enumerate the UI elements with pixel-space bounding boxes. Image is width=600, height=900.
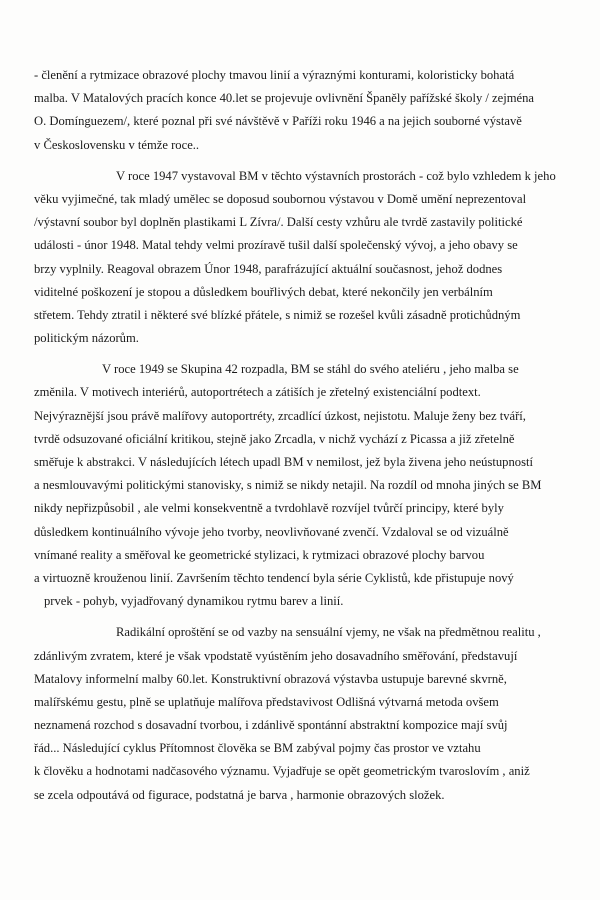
text-line: věku vyjimečné, tak mladý umělec se doposud soubornou výstavou v Domě umění neprezentoval [34,191,527,206]
paragraph [34,358,574,613]
text-line: a virtuozně krouženou linií. Završením těchto tendencí byla série Cyklistů, kde přistupuje nový [34,570,514,585]
text-line: k člověku a hodnotami nadčasového významu. Vyjadřuje se opět geometrickým tvaroslovím , aniž [34,764,530,779]
text-line: tvrdě odsuzované oficiální kritikou, stejně jako Zrcadla, v nichž vychází z Picassa a již zřetelně [34,431,515,446]
paragraph-gap [34,613,574,621]
text-line: v Československu v témže roce.. [34,137,200,152]
paragraph [34,165,574,351]
text-line: Nejvýraznější jsou právě malířovy autoportréty, zrcadlící úzkost, nejistotu. Maluje ženy bez tváří, [34,408,526,423]
text-line: Matalovy informelní malby 60.let. Konstruktivní obrazová výstavba ustupuje barevné skvrně, [34,671,507,686]
text-line: malířskému gestu, plně se uplatňuje malířova představivost Odlišná výtvarná metoda ovšem [34,694,499,709]
text-line: brzy vyplnily. Reagoval obrazem Únor 1948, parafrázující aktuální současnost, jehož dodnes [34,261,503,276]
text-line: důsledkem kontinuálního vývoje jeho tvorby, neovlivňované zvenčí. Vzdaloval se od vizuálně [34,524,509,539]
text-line: se zcela odpoutává od figurace, podstatná je barva , harmonie obrazových složek. [34,787,445,802]
paragraph-gap [34,350,574,358]
text-line: V roce 1947 vystavoval BM v těchto výstavních prostorách - což bylo vzhledem k jeho [116,168,556,183]
text-line: zdánlivým zvratem, které je však vpodstatě vyústěním jeho dosavadního směřování, představují [34,648,518,663]
text-line: politickým názorům. [34,331,139,346]
text-line: a nesmlouvavými politickými stanovisky, s nimiž se nikdy netajil. Na rozdíl od mnoha jiných se BM [34,478,542,493]
text-line: neznamená rozchod s dosavadní tvorbou, i zdánlivě spontánní abstraktní kompozice mají svůj [34,718,508,733]
text-line: - členění a rytmizace obrazové plochy tmavou linií a výraznými konturami, koloristicky bohatá [34,68,515,82]
text-line: viditelné poškození je stopou a důsledkem bouřlivých debat, které nekončily jen verbálním [34,284,493,299]
text-line: vnímané reality a směřoval ke geometrické stylizaci, k rytmizaci obrazové plochy barvou [34,547,485,562]
text-line: směřuje k abstrakci. V následujících létech upadl BM v nemilost, jež byla živena jeho neústupností [34,455,533,469]
paragraph [34,621,574,807]
document-body [34,64,574,807]
paragraph-gap [34,157,574,165]
text-line: změnila. V motivech interiérů, autoportrétech a zátiších je zřetelný existenciální podtext. [34,385,481,400]
text-line: /výstavní soubor byl doplněn plastikami L Zívra/. Další cesty vzhůru ale tvrdě zastavily politické [34,215,523,230]
text-line: malba. V Matalových pracích konce 40.let se projevuje ovlivnění Španěly pařížské školy / zejména [34,91,534,106]
text-line: Radikální oproštění se od vazby na sensuální vjemy, ne však na předmětnou realitu , [116,625,541,640]
text-line: nikdy nepřizpůsobil , ale velmi konsekventně a tvrdohlavě rozvíjel tvůrčí principy, které byly [34,501,504,516]
text-line: V roce 1949 se Skupina 42 rozpadla, BM se stáhl do svého ateliéru , jeho malba se [102,362,519,377]
text-line: události - únor 1948. Matal tehdy velmi prozíravě tušil další společenský vývoj, a jeho obavy se [34,238,518,253]
text-line: O. Domínguezem/, které poznal při své návštěvě v Paříži roku 1946 a na jejich souborné výstavě [34,114,522,129]
text-line: řád... Následující cyklus Přítomnost člověka se BM zabýval pojmy čas prostor ve vztahu [34,741,481,756]
text-line: střetem. Tehdy ztratil i některé své blízké přátele, s nimiž se rozešel kvůli zásadně protichůdným [34,307,521,322]
text-line: prvek - pohyb, vyjadřovaný dynamikou rytmu barev a linií. [44,594,344,609]
paragraph [34,64,574,157]
